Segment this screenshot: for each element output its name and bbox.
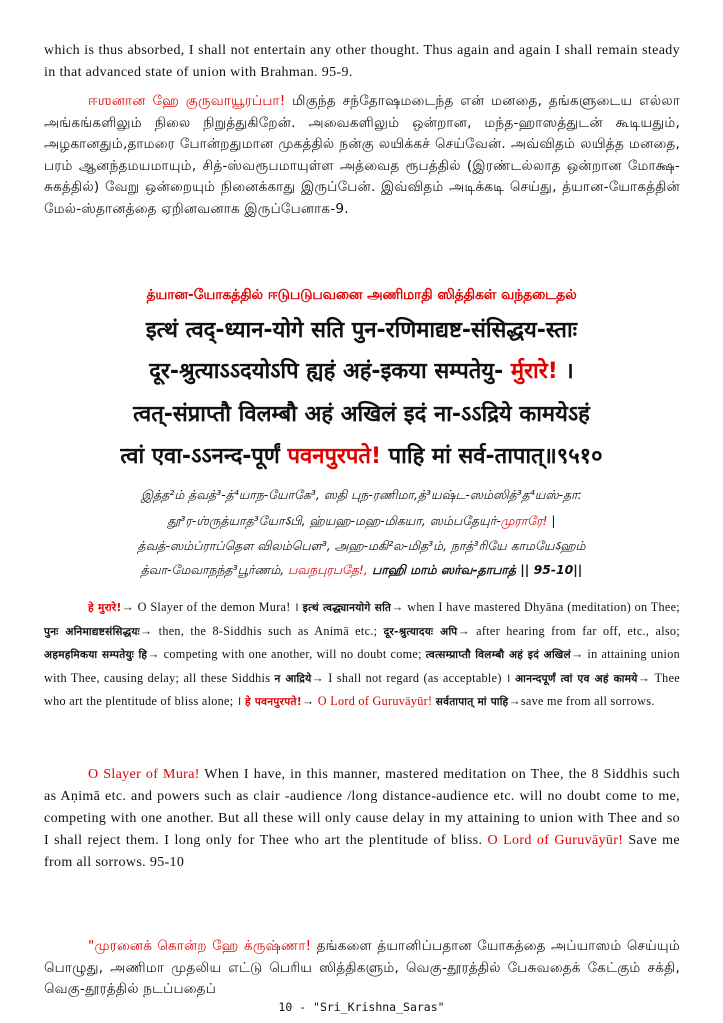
page-footer: 10 - "Sri_Krishna_Saras" xyxy=(278,1000,445,1014)
gloss-item: आनन्दपूर्णं त्वां एव अहं कामये xyxy=(515,672,638,685)
gloss-item: हे मुरारे! xyxy=(88,602,122,614)
verse-danda: । xyxy=(557,359,574,384)
address-slayer-of-mura: O Slayer of Mura! xyxy=(88,767,200,782)
gloss-item: सर्वतापात् मां पाहि xyxy=(435,696,509,708)
verse-line-4-text: त्वां एवा-ऽऽनन्द-पूर्णं xyxy=(120,444,288,469)
gloss-item: → xyxy=(301,694,318,708)
gloss-item: → when I have mastered Dhyāna (meditation) on Thee; xyxy=(391,600,680,614)
verse-line-3: त्वत्-संप्राप्तौ विलम्बौ अहं अखिलं इदं ना-ऽऽद्रिये कामयेऽहं xyxy=(133,402,590,427)
tamil-invocation-2: "முரனைக் கொன்ற ஹே க்ருஷ்ணா! xyxy=(88,938,312,954)
intro-text: which is thus absorbed, I shall not entertain any other thought. Thus again and again I shall remain steady in that advanced state of union with Brahman. 95-9. xyxy=(44,43,680,80)
translit-pavanapurapate: பவநபுரபதே!, xyxy=(288,562,368,577)
word-meaning-gloss xyxy=(44,596,680,714)
verse-address-pavanapurapate: पवनपुरपते! xyxy=(287,444,382,469)
verse-line-2-text: दूर-श्रुत्याऽऽदयोऽपि ह्यहं अहं-इकया सम्पतेयु- xyxy=(149,359,511,384)
tamil-commentary-text: மிகுந்த சந்தோஷமடைந்த என் மனதை, தங்களுடைய எல்லா அங்கங்களிலும் நிலை நிறுத்துகிறேன். அவைகளிலும் ஒன்றான, மந்த-ஹாஸத்துடன் கூடியதும், அழகானதும்,தாமரை போன்றதுமான முகத்தில் நன்கு லயிக்கச் செய்வேன். அவ்விதம் லயித்த மனதை, பரம் ஆனந்தமயமாயும், சித்-ஸ்வரூபமாயுள்ள அத்வைத ரூபத்தில் (இரண்டல்லாத ஒன்றான மோக்ஷ-சுகத்தில்) வேறு ஒன்றையும் நினைக்காது இருப்பேன். இவ்விதம் அடிக்கடி செய்து, த்யான-யோகத்தின் மேல்-ஸ்தானத்தை ஏறினவனாக இருப்பேனாக-9. xyxy=(44,93,681,217)
gloss-item: पुनः अनिमाद्यष्टसंसिद्धयः xyxy=(44,625,140,638)
gloss-item: O Lord of Guruvāyūr! xyxy=(317,694,433,708)
translit-line-2-text: தூ³ர-ஶ்ருத்யாத³யோऽபி, ஹ்யஹ-மஹ-மிகயா, ஸம்பதேயுர்- xyxy=(167,513,501,528)
gloss-item: हे पवनपुरपते! xyxy=(245,696,302,708)
gloss-item: दूर-श्रुत्यादयः अपि xyxy=(383,625,458,638)
verse-address-murare: र्मुरारे! xyxy=(510,359,558,384)
translit-line-3: த்வத்-ஸம்ப்ராப்தௌ விலம்பௌ³, அஹ-மகி²ல-மித³ம், நாத்³ரியே காமயேऽஹம் xyxy=(137,538,586,553)
gloss-item: → I shall not regard (as acceptable) । xyxy=(311,670,516,685)
gloss-item: → O Slayer of the demon Mura! । xyxy=(121,600,303,614)
translation-text-1: When I have, in this manner, mastered meditation on Thee, the 8 Siddhis such as Aṇimā etc. and powers such as clair -audience /long distance-audience etc. will no doubt come to me, competing with one another. But all these will only cause delay in my attaining to union with Thee and so I shall reject them. I long only for Thee who art the plentitude of bliss. xyxy=(44,767,680,848)
translit-line-1: இத்த²ம் த்வத்³-த்⁴யாந-யோகே³, ஸதி புந-ரணிமா,த்³யஷ்ட-ஸம்ஸித்³த⁴யஸ்-தா: xyxy=(141,487,582,502)
tamil-commentary-text-2: தங்களை த்யானிப்பதான யோகத்தை அப்யாஸம் செய்யும் பொழுது, அணிமா முதலிய எட்டு பெரிய ஸித்திகளும், வெகு-தூரத்தில் பேசுவதைக் கேட்கும் சக்தி, வெகு-தூரத்தில் நடப்பதைப் xyxy=(44,938,680,998)
translit-line-4-end: பாஹி மாம் ஸர்வ-தாபாத் || 95-10|| xyxy=(367,562,583,577)
verse-line-4 xyxy=(0,440,723,470)
translation-text-2: Save me from all sorrows. 95-10 xyxy=(44,833,680,870)
verse-line-4-end: पाहि मां सर्व-तापात्॥९५१० xyxy=(381,444,603,469)
gloss-item: →save me from all sorrows. xyxy=(508,694,655,708)
translit-line-4-text: த்வா-மேவாநந்த³பூர்ணம், xyxy=(140,562,289,577)
gloss-item: → in attaining union with Thee, causing delay; all these Siddhis xyxy=(44,647,680,685)
verse-line-1: इत्थं त्वद्-ध्यान-योगे सति पुन-रणिमाद्यष्ट-संसिद्धय-स्ताः xyxy=(145,318,578,343)
gloss-item: अहमहमिकया सम्पतेयुः हि xyxy=(44,649,148,661)
translit-line-2 xyxy=(0,512,723,530)
gloss-item: इत्थं त्वद्ध्यानयोगे सति xyxy=(302,602,392,614)
tamil-commentary-2 xyxy=(44,936,680,1001)
section-heading: த்யான-யோகத்தில் ஈடுபடுபவனை அணிமாதி ஸித்திகள் வந்தடைதல் xyxy=(146,287,577,303)
gloss-item: → after hearing from far off, etc., also; xyxy=(457,623,681,638)
tamil-commentary-1 xyxy=(44,91,680,221)
translit-line-2-end: | xyxy=(547,513,556,528)
verse-line-2 xyxy=(0,355,723,385)
tamil-invocation: ஈஶனான ஹே குருவாயூரப்பா! xyxy=(88,93,286,109)
translit-line-4 xyxy=(0,562,723,579)
gloss-item: → competing with one another, will no doubt come; xyxy=(147,647,426,661)
address-lord-of-guruvayur: O Lord of Guruvāyūr! xyxy=(487,833,624,848)
paragraph-intro xyxy=(44,40,680,84)
gloss-item: → then, the 8-Siddhis such as Animā etc.; xyxy=(139,623,384,638)
translit-murare: முராரே! xyxy=(500,513,548,528)
gloss-item: न आद्रिये xyxy=(274,672,312,685)
gloss-item: त्वत्सम्प्राप्तौ विलम्बौ अहं इदं अखिलं xyxy=(425,649,571,661)
gloss-item: → Thee who art the plentitude of bliss alone; । xyxy=(44,670,680,708)
paragraph-translation xyxy=(44,764,680,874)
